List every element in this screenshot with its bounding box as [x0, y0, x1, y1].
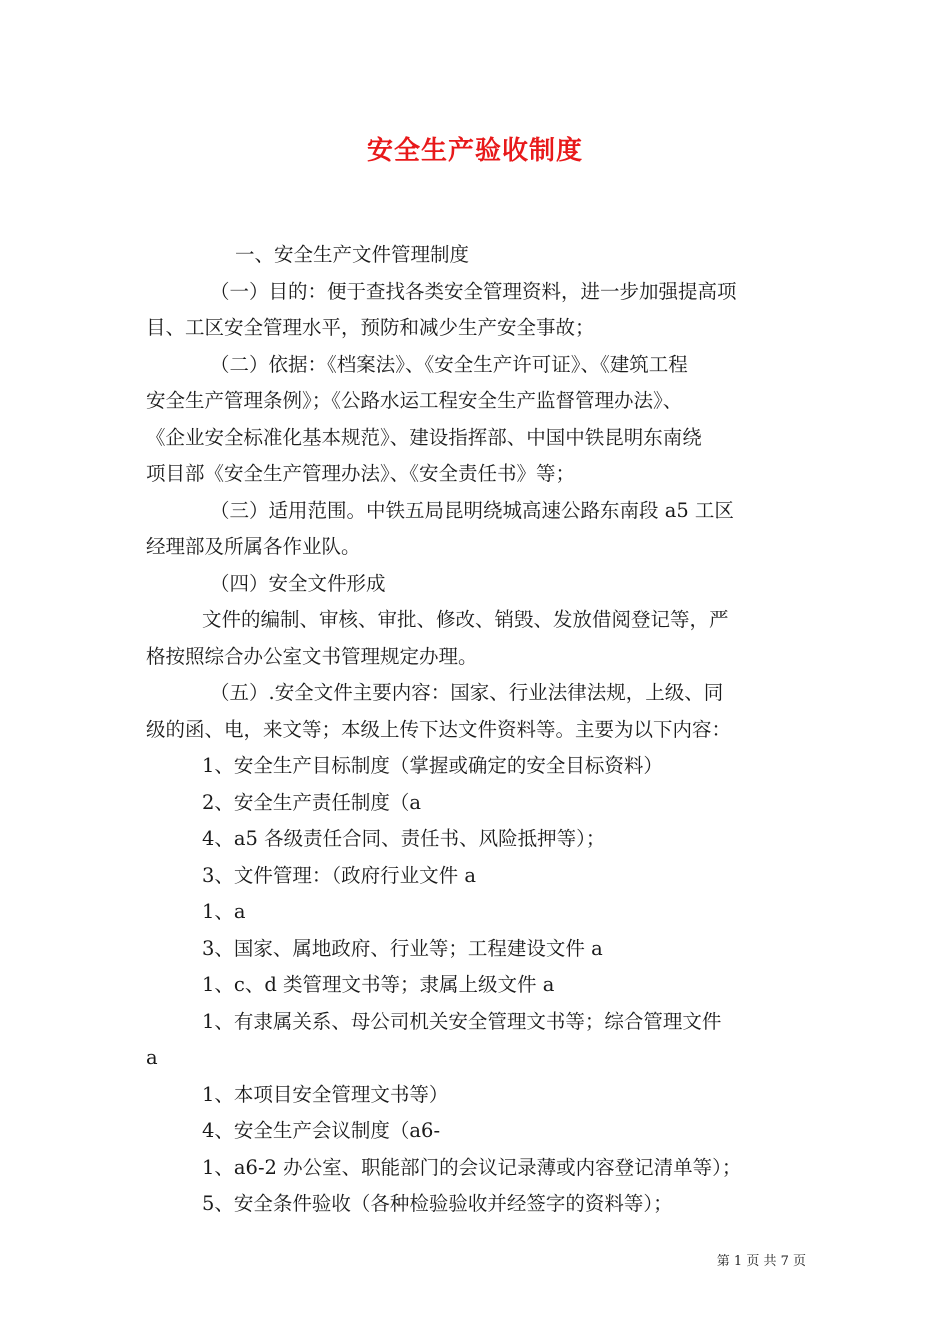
- page-number: 第 1 页 共 7 页: [716, 1254, 806, 1269]
- document-body: [146, 237, 808, 1223]
- body-line: （四）安全文件形成: [210, 571, 386, 595]
- body-line: 4、a5 各级责任合同、责任书、风险抵押等）；: [202, 827, 606, 850]
- body-line: 1、a: [202, 900, 246, 923]
- body-line: 一、安全生产文件管理制度: [235, 243, 470, 266]
- body-line: 3、文件管理：（政府行业文件 a: [202, 863, 476, 887]
- body-line: 文件的编制、审核、审批、修改、销毁、发放借阅登记等，严: [202, 608, 729, 631]
- body-line: 1、安全生产目标制度（掌握或确定的安全目标资料）: [202, 754, 663, 777]
- body-line: 3、国家、属地政府、行业等；工程建设文件 a: [202, 936, 603, 960]
- document-title: 安全生产验收制度: [366, 136, 583, 166]
- body-line: a: [146, 1046, 158, 1069]
- body-line: （二）依据：《档案法》、《安全生产许可证》、《建筑工程: [210, 352, 688, 376]
- body-line: 级的函、电，来文等；本级上传下达文件资料等。主要为以下内容：: [146, 717, 732, 741]
- body-line: 1、有隶属关系、母公司机关安全管理文书等；综合管理文件: [202, 1009, 722, 1033]
- body-line: 项目部《安全生产管理办法》、《安全责任书》等；: [146, 462, 576, 485]
- body-line: （一）目的：便于查找各类安全管理资料，进一步加强提高项: [210, 279, 737, 303]
- body-line: 4、安全生产会议制度（a6-: [202, 1119, 441, 1142]
- body-line: 经理部及所属各作业队。: [146, 535, 361, 558]
- body-line: 安全生产管理条例》；《公路水运工程安全生产监督管理办法》、: [146, 389, 683, 412]
- body-line: 1、c、d 类管理文书等；隶属上级文件 a: [202, 973, 555, 996]
- body-line: 5、安全条件验收（各种检验验收并经签字的资料等）；: [202, 1192, 673, 1215]
- body-line: 格按照综合办公室文书管理规定办理。: [146, 644, 478, 668]
- body-line: （三）适用范围。中铁五局昆明绕城高速公路东南段 a5 工区: [210, 498, 734, 522]
- body-line: （五）.安全文件主要内容：国家、行业法律法规，上级、同: [210, 681, 724, 704]
- body-line: 1、a6-2 办公室、职能部门的会议记录薄或内容登记清单等）；: [202, 1155, 742, 1179]
- body-line: 2、安全生产责任制度（a: [202, 790, 422, 814]
- body-line: 目、工区安全管理水平，预防和减少生产安全事故；: [146, 316, 595, 339]
- body-line: 1、本项目安全管理文书等）: [202, 1082, 449, 1106]
- body-line: 《企业安全标准化基本规范》、建设指挥部、中国中铁昆明东南绕: [146, 425, 702, 449]
